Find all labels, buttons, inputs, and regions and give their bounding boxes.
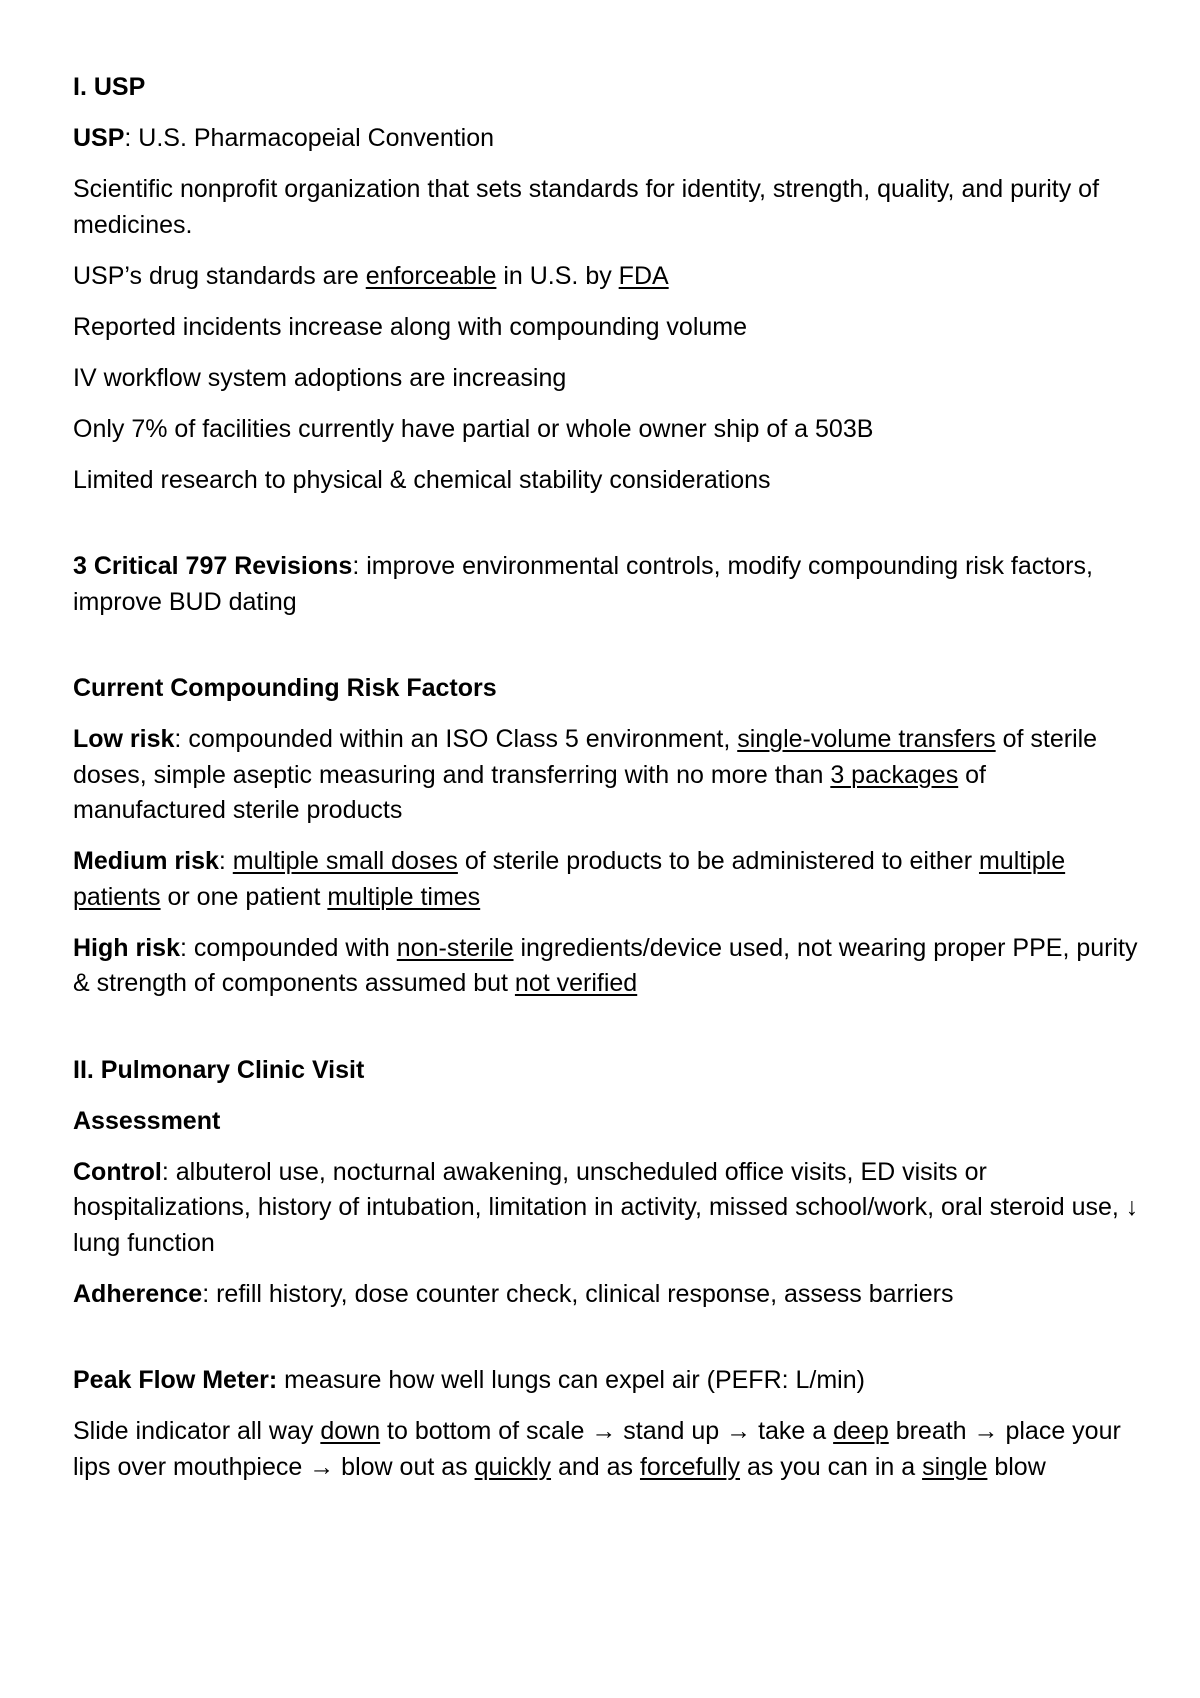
quickly-underlined: quickly [474, 1452, 552, 1481]
medium-risk-text: : [218, 847, 233, 875]
enforcement-text: USP’s drug standards are [73, 261, 366, 290]
risk-factors-heading: Current Compounding Risk Factors [73, 674, 497, 702]
critical-revisions [73, 549, 1143, 620]
low-risk-item [73, 722, 1143, 829]
low-risk-label: Low risk [73, 725, 175, 753]
steps-text-5: as you can in a [740, 1452, 923, 1481]
low-risk-text-2: of sterile doses, simple aseptic measuring and transferring with no more than [73, 725, 1098, 789]
usp-label: USP [73, 124, 125, 152]
multiple-patients-underlined: multiple patients [73, 847, 1066, 911]
facilities-503b-line: Only 7% of facilities currently have partial or whole owner ship of a 503B [73, 414, 874, 443]
enforcement-text-mid: in U.S. by [496, 261, 619, 290]
peak-flow-label: Peak Flow Meter: [73, 1366, 278, 1394]
peak-flow-steps [73, 1414, 1143, 1485]
medium-risk-item [73, 844, 1143, 915]
single-underlined: single [922, 1452, 988, 1481]
usp-description: Scientific nonprofit organization that sets standards for identity, strength, quality, and purity of medicines. [73, 175, 1100, 239]
peak-flow-item [73, 1363, 1143, 1399]
steps-text-4: and as [551, 1452, 640, 1481]
critical-revisions-label: 3 Critical 797 Revisions [73, 552, 353, 580]
adherence-label: Adherence [73, 1279, 203, 1308]
medium-risk-text-3: or one patient [160, 882, 328, 911]
incidents-line: Reported incidents increase along with compounding volume [73, 312, 748, 341]
high-risk-text: : compounded with [179, 933, 397, 962]
low-risk-text: : compounded within an ISO Class 5 environment, [174, 725, 738, 753]
steps-text-3: breath → place your lips over mouthpiece → blow out as [73, 1417, 1121, 1481]
enforceable-underlined: enforceable [365, 261, 497, 290]
research-line: Limited research to physical & chemical stability considerations [73, 465, 771, 494]
usp-definition [73, 121, 1143, 157]
critical-revisions-text: : improve environmental controls, modify compounding risk factors, improve BUD dating [73, 552, 1093, 616]
usp-definition-text: : U.S. Pharmacopeial Convention [124, 124, 495, 152]
medium-risk-label: Medium risk [73, 847, 219, 875]
non-sterile-underlined: non-sterile [396, 933, 514, 962]
single-volume-underlined: single-volume transfers [737, 725, 996, 753]
document-page [73, 70, 1143, 1501]
section-heading-pulmonary: II. Pulmonary Clinic Visit [73, 1055, 365, 1084]
multiple-small-doses-underlined: multiple small doses [232, 847, 458, 875]
high-risk-text-2: ingredients/device used, not wearing proper PPE, purity & strength of components assumed but [73, 933, 1138, 997]
steps-text-1: Slide indicator all way [73, 1417, 321, 1445]
fda-underlined: FDA [618, 261, 669, 290]
medium-risk-text-2: of sterile products to be administered to either [457, 847, 979, 875]
section-heading-usp: I. USP [73, 73, 146, 101]
down-underlined: down [320, 1417, 381, 1445]
three-packages-underlined: 3 packages [830, 760, 959, 789]
peak-flow-text: measure how well lungs can expel air (PEFR: L/min) [277, 1366, 865, 1394]
high-risk-label: High risk [73, 933, 180, 962]
usp-enforcement [73, 259, 1143, 295]
steps-text-2: to bottom of scale → stand up → take a [380, 1417, 834, 1445]
not-verified-underlined: not verified [514, 969, 638, 997]
forcefully-underlined: forcefully [639, 1452, 741, 1481]
assessment-heading: Assessment [73, 1106, 221, 1135]
multiple-times-underlined: multiple times [327, 882, 481, 911]
low-risk-text-3: of manufactured sterile products [73, 760, 986, 824]
deep-underlined: deep [833, 1417, 889, 1445]
adherence-text: : refill history, dose counter check, clinical response, assess barriers [202, 1279, 954, 1308]
high-risk-item [73, 931, 1143, 1002]
iv-workflow-line: IV workflow system adoptions are increasing [73, 363, 567, 392]
control-text: : albuterol use, nocturnal awakening, unscheduled office visits, ED visits or hospitalizations, history of intubation, limitation in activity, missed school/work, oral steroid use, ↓ lung function [73, 1157, 1139, 1257]
control-item [73, 1155, 1143, 1262]
adherence-item [73, 1277, 1143, 1313]
control-label: Control [73, 1157, 162, 1186]
steps-text-6: blow [987, 1452, 1046, 1481]
